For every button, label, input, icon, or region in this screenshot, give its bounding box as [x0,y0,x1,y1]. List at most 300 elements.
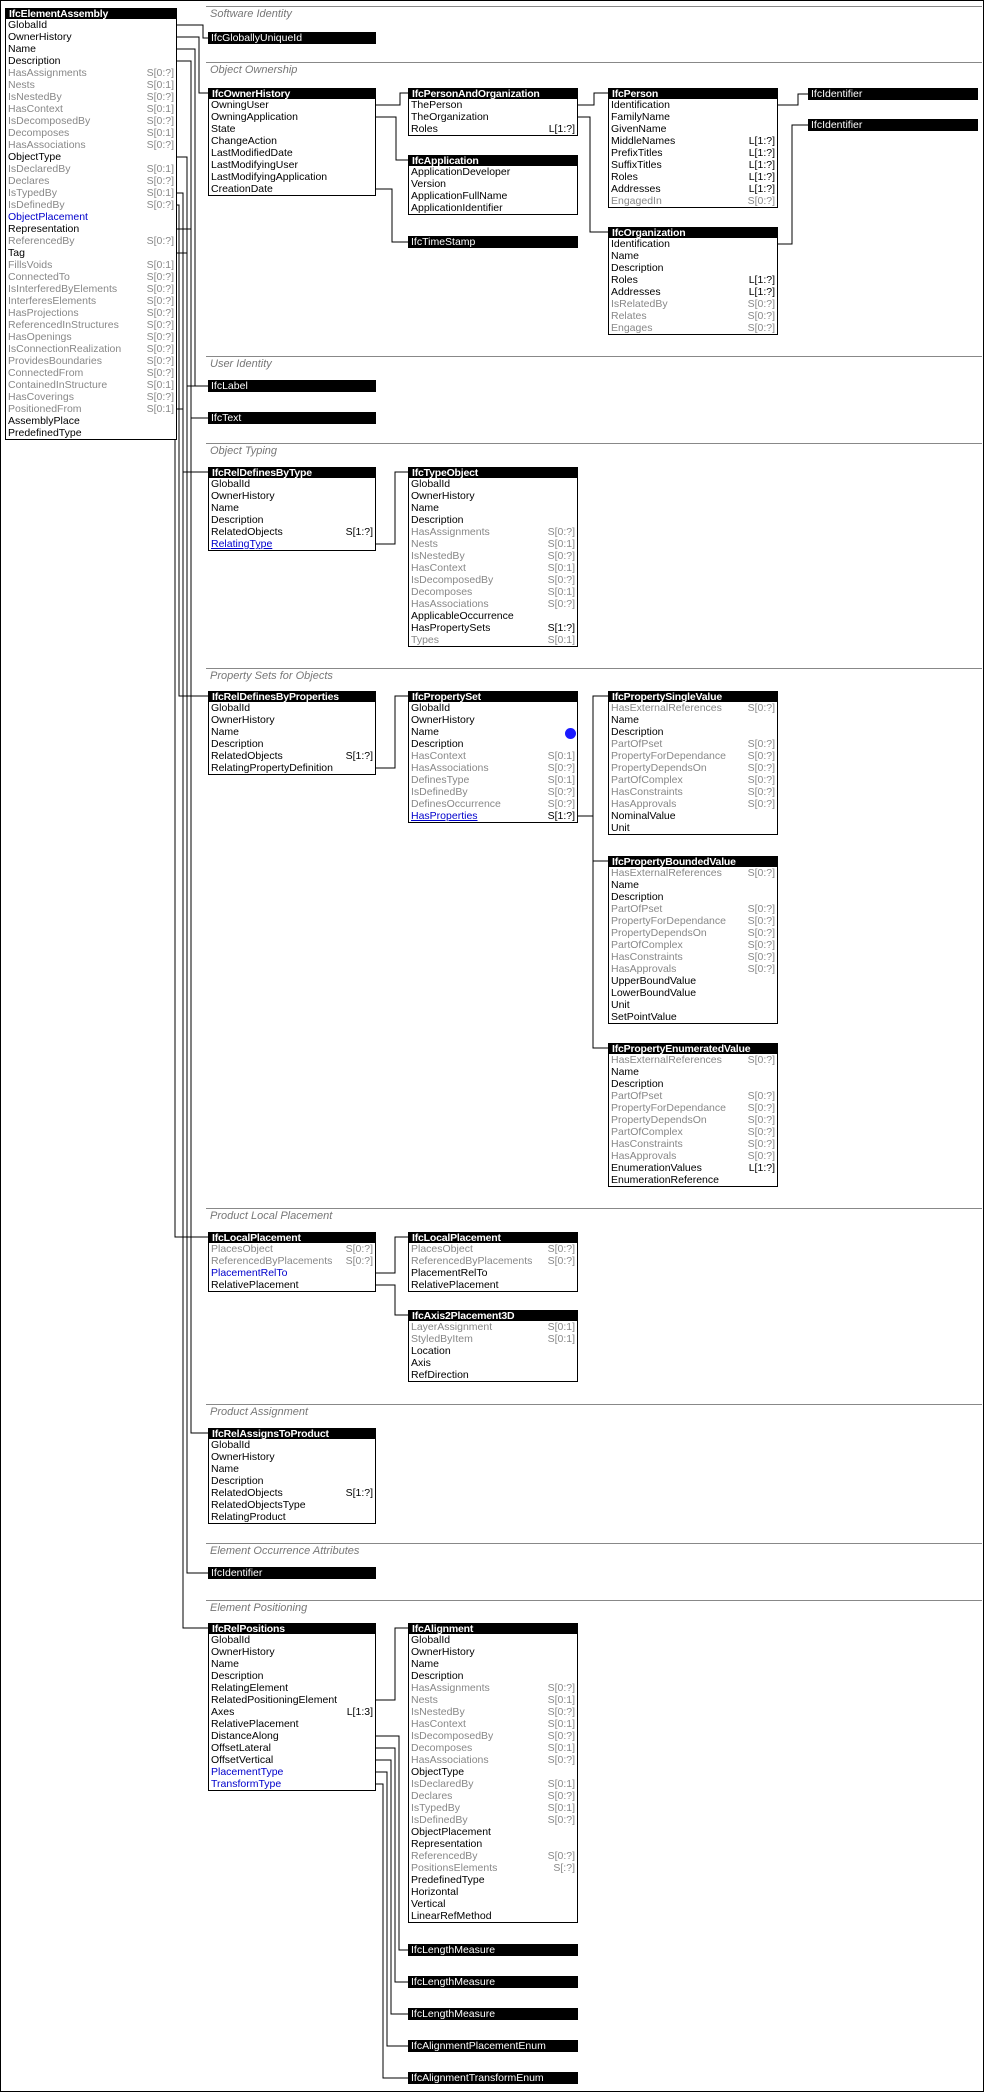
attribute-row[interactable] [609,250,777,262]
type-ifc-text[interactable]: IfcText [208,412,376,424]
attribute-row[interactable] [6,391,176,403]
attribute-row[interactable] [209,171,375,183]
attribute-row[interactable] [409,1670,577,1682]
attribute-row[interactable] [609,939,777,951]
attribute-row[interactable] [409,123,577,135]
attribute-row[interactable] [6,211,176,223]
attribute-row[interactable] [209,1463,375,1475]
attribute-row[interactable] [6,343,176,355]
attribute-row[interactable] [409,538,577,550]
attribute-name: Roles [611,171,638,183]
attribute-row[interactable] [409,1255,577,1267]
attribute-row[interactable] [6,187,176,199]
attribute-row[interactable] [409,1802,577,1814]
attribute-name: Unit [611,822,630,834]
attribute-row[interactable] [609,322,777,334]
attribute-row[interactable] [209,1706,375,1718]
attribute-row[interactable] [409,774,577,786]
attribute-row[interactable] [409,622,577,634]
attribute-row[interactable] [6,331,176,343]
attribute-row[interactable] [209,1499,375,1511]
attribute-row[interactable] [209,1658,375,1670]
attribute-row[interactable] [409,190,577,202]
attribute-row[interactable] [609,1011,777,1023]
attribute-row[interactable] [609,310,777,322]
attribute-row[interactable] [209,183,375,195]
entity-title[interactable]: IfcLocalPlacement [209,1233,375,1243]
attribute-row[interactable] [609,135,777,147]
attribute-cardinality: S[1:?] [547,810,575,822]
attribute-row[interactable] [209,702,375,714]
attribute-row[interactable] [6,403,176,415]
entity-title[interactable]: IfcRelDefinesByProperties [209,692,375,702]
attribute-name: Roles [611,274,638,286]
attribute-row[interactable] [209,1682,375,1694]
attribute-row[interactable] [409,1766,577,1778]
attribute-row[interactable] [6,367,176,379]
attribute-row[interactable] [609,1138,777,1150]
entity-title[interactable]: IfcElementAssembly [6,9,176,19]
entity-title[interactable]: IfcPropertySet [409,692,577,702]
attribute-row[interactable] [609,714,777,726]
attribute-row[interactable] [6,79,176,91]
attribute-row[interactable] [209,1754,375,1766]
type-ifc-globally-unique-id[interactable]: IfcGloballyUniqueId [208,32,376,44]
attribute-name: PartOfComplex [611,939,683,951]
attribute-row[interactable] [409,810,577,822]
attribute-row[interactable] [209,1730,375,1742]
type-ifc-identifier-person[interactable]: IfcIdentifier [808,88,978,100]
attribute-row[interactable] [609,999,777,1011]
attribute-row[interactable] [609,99,777,111]
attribute-row[interactable] [409,738,577,750]
attribute-row[interactable] [609,951,777,963]
attribute-row[interactable] [209,1511,375,1523]
attribute-row[interactable] [409,714,577,726]
attribute-row[interactable] [409,1369,577,1381]
attribute-row[interactable] [409,562,577,574]
attribute-row[interactable] [6,415,176,427]
attribute-row[interactable] [609,1150,777,1162]
attribute-row[interactable] [409,1886,577,1898]
entity-title[interactable]: IfcRelDefinesByType [209,468,375,478]
attribute-name: OwnerHistory [411,490,475,502]
attribute-row[interactable] [6,199,176,211]
attribute-row[interactable] [209,502,375,514]
attribute-row[interactable] [609,891,777,903]
attribute-row[interactable] [409,1279,577,1291]
attribute-row[interactable] [609,867,777,879]
attribute-row[interactable] [409,111,577,123]
attribute-row[interactable] [209,135,375,147]
section-psets [206,668,982,682]
entity-ifc-rel-positions[interactable] [208,1623,376,1791]
attribute-row[interactable] [609,762,777,774]
attribute-cardinality: S[0:?] [747,750,775,762]
entity-title[interactable]: IfcOwnerHistory [209,89,375,99]
attribute-row[interactable] [409,478,577,490]
attribute-row[interactable] [209,147,375,159]
attribute-cardinality: S[0:?] [747,298,775,310]
entity-ifc-local-placement-a[interactable] [208,1232,376,1292]
attribute-cardinality: S[0:?] [747,322,775,334]
attribute-name: LinearRefMethod [411,1910,492,1922]
attribute-row[interactable] [609,286,777,298]
attribute-row[interactable] [409,786,577,798]
attribute-row[interactable] [6,19,176,31]
attribute-row[interactable] [409,1634,577,1646]
attribute-row[interactable] [209,1439,375,1451]
attribute-row[interactable] [409,702,577,714]
attribute-row[interactable] [409,178,577,190]
type-ifc-length-measure2[interactable]: IfcLengthMeasure [408,1976,578,1988]
attribute-row[interactable] [609,171,777,183]
attribute-name: Description [211,1670,264,1682]
connector-line [376,1772,408,2046]
attribute-row[interactable] [409,574,577,586]
entity-title[interactable]: IfcLocalPlacement [409,1233,577,1243]
entity-ifc-owner-history[interactable] [208,88,376,196]
attribute-row[interactable] [409,750,577,762]
attribute-row[interactable] [609,238,777,250]
attribute-row[interactable] [609,750,777,762]
attribute-name: IsConnectionRealization [8,343,122,355]
attribute-row[interactable] [209,1451,375,1463]
attribute-cardinality: S[0:?] [146,295,174,307]
attribute-row[interactable] [6,355,176,367]
attribute-row[interactable] [209,1279,375,1291]
entity-ifc-person-and-organization[interactable] [408,88,578,136]
attribute-row[interactable] [609,111,777,123]
attribute-name: AssemblyPlace [8,415,80,427]
connector-line [578,117,608,232]
attribute-name: Name [211,1463,240,1475]
attribute-row[interactable] [409,490,577,502]
attribute-row[interactable] [609,274,777,286]
attribute-row[interactable] [409,1814,577,1826]
attribute-row[interactable] [609,262,777,274]
attribute-row[interactable] [209,1475,375,1487]
attribute-row[interactable] [409,526,577,538]
attribute-row[interactable] [6,127,176,139]
attribute-name: ObjectPlacement [8,211,88,223]
type-ifc-alignment-transform-enum[interactable]: IfcAlignmentTransformEnum [408,2072,578,2084]
attribute-row[interactable] [209,1646,375,1658]
attribute-row[interactable] [609,1078,777,1090]
attribute-row[interactable] [409,586,577,598]
attribute-name: Description [411,1670,464,1682]
entity-title[interactable]: IfcTypeObject [409,468,577,478]
attribute-row[interactable] [409,1742,577,1754]
entity-ifc-property-single-value[interactable] [608,691,778,835]
entity-title[interactable]: IfcOrganization [609,228,777,238]
attribute-row[interactable] [209,750,375,762]
attribute-row[interactable] [409,1910,577,1922]
attribute-row[interactable] [609,975,777,987]
attribute-row[interactable] [609,1174,777,1186]
section-placement [206,1208,982,1222]
entity-ifc-local-placement-b[interactable] [408,1232,578,1292]
attribute-row[interactable] [209,490,375,502]
attribute-row[interactable] [6,379,176,391]
attribute-name: PositionedFrom [8,403,82,415]
attribute-row[interactable] [409,166,577,178]
type-ifc-identifier-org[interactable]: IfcIdentifier [808,119,978,131]
entity-title[interactable]: IfcRelPositions [209,1624,375,1634]
attribute-row[interactable] [209,526,375,538]
type-ifc-alignment-placement-enum[interactable]: IfcAlignmentPlacementEnum [408,2040,578,2052]
attribute-row[interactable] [409,1826,577,1838]
type-ifc-length-measure3[interactable]: IfcLengthMeasure [408,2008,578,2020]
attribute-row[interactable] [609,963,777,975]
attribute-row[interactable] [609,786,777,798]
attribute-row[interactable] [6,103,176,115]
attribute-row[interactable] [209,714,375,726]
attribute-row[interactable] [209,1742,375,1754]
attribute-row[interactable] [6,31,176,43]
attribute-row[interactable] [6,223,176,235]
attribute-name: HasContext [411,562,466,574]
attribute-row[interactable] [6,55,176,67]
attribute-name: IsRelatedBy [611,298,668,310]
section-title: Product Local Placement [210,1210,333,1222]
attribute-row[interactable] [209,1718,375,1730]
attribute-row[interactable] [6,115,176,127]
attribute-row[interactable] [409,598,577,610]
attribute-row[interactable] [609,159,777,171]
attribute-row[interactable] [409,1850,577,1862]
attribute-row[interactable] [609,927,777,939]
entity-ifc-application[interactable] [408,155,578,215]
attribute-row[interactable] [609,1114,777,1126]
attribute-name: RelatingProduct [211,1511,286,1523]
attribute-name: ObjectType [8,151,62,163]
attribute-row[interactable] [609,1090,777,1102]
entity-ifc-rel-defines-by-properties[interactable] [208,691,376,775]
attribute-row[interactable] [409,502,577,514]
attribute-row[interactable] [609,147,777,159]
attribute-row[interactable] [409,202,577,214]
attribute-name: OwnerHistory [211,1646,275,1658]
entity-title[interactable]: IfcPropertyBoundedValue [609,857,777,867]
attribute-row[interactable] [409,634,577,646]
attribute-row[interactable] [609,879,777,891]
attribute-row[interactable] [409,610,577,622]
attribute-row[interactable] [6,271,176,283]
attribute-row[interactable] [609,738,777,750]
attribute-name: HasContext [8,103,63,115]
attribute-name: GlobalId [211,1634,251,1646]
attribute-row[interactable] [609,1126,777,1138]
attribute-row[interactable] [409,1243,577,1255]
attribute-row[interactable] [409,1778,577,1790]
entity-title[interactable]: IfcPropertySingleValue [609,692,777,702]
connector-line [778,94,808,105]
attribute-row[interactable] [6,247,176,259]
attribute-row[interactable] [209,159,375,171]
attribute-name: HasPropertySets [411,622,491,634]
entity-ifc-property-bounded-value[interactable] [608,856,778,1024]
attribute-row[interactable] [6,151,176,163]
entity-title[interactable]: IfcAlignment [409,1624,577,1634]
connector-line [376,1760,408,2014]
attribute-row[interactable] [409,1718,577,1730]
attribute-row[interactable] [6,283,176,295]
attribute-name: HasAssociations [411,1754,489,1766]
attribute-row[interactable] [409,1694,577,1706]
attribute-row[interactable] [609,987,777,999]
type-ifc-length-measure1[interactable]: IfcLengthMeasure [408,1944,578,1956]
attribute-row[interactable] [609,798,777,810]
entity-ifc-rel-assigns-to-product[interactable] [208,1428,376,1524]
attribute-row[interactable] [609,1102,777,1114]
attribute-row[interactable] [6,235,176,247]
selection-marker[interactable] [565,728,576,739]
attribute-row[interactable] [409,1754,577,1766]
entity-title[interactable]: IfcPersonAndOrganization [409,89,577,99]
attribute-name: HasApprovals [611,963,677,975]
attribute-row[interactable] [409,1730,577,1742]
attribute-name: LastModifyingUser [211,159,298,171]
entity-ifc-organization[interactable] [608,227,778,335]
attribute-row[interactable] [209,538,375,550]
attribute-row[interactable] [409,1658,577,1670]
attribute-name: OwnerHistory [211,1451,275,1463]
attribute-row[interactable] [409,1790,577,1802]
attribute-row[interactable] [609,915,777,927]
attribute-cardinality: S[0:1] [547,750,575,762]
entity-ifc-rel-defines-by-type[interactable] [208,467,376,551]
attribute-row[interactable] [6,163,176,175]
attribute-row[interactable] [6,139,176,151]
attribute-name: EnumerationValues [611,1162,702,1174]
attribute-row[interactable] [6,91,176,103]
attribute-row[interactable] [409,1862,577,1874]
entity-title[interactable]: IfcPerson [609,89,777,99]
entity-ifc-axis2-placement3-d[interactable] [408,1310,578,1382]
attribute-row[interactable] [409,1706,577,1718]
attribute-row[interactable] [609,903,777,915]
attribute-row[interactable] [209,726,375,738]
attribute-row[interactable] [6,259,176,271]
entity-title[interactable]: IfcRelAssignsToProduct [209,1429,375,1439]
attribute-row[interactable] [6,427,176,439]
type-ifc-identifier-tag[interactable]: IfcIdentifier [208,1567,376,1579]
attribute-row[interactable] [609,774,777,786]
entity-ifc-property-enumerated-value[interactable] [608,1043,778,1187]
entity-ifc-element-assembly[interactable] [5,8,177,440]
attribute-row[interactable] [409,99,577,111]
section-assign [206,1404,982,1418]
attribute-row[interactable] [609,298,777,310]
attribute-name: Identification [611,238,670,250]
type-ifc-label[interactable]: IfcLabel [208,380,376,392]
attribute-name: MiddleNames [611,135,676,147]
attribute-row[interactable] [609,702,777,714]
attribute-row[interactable] [209,1487,375,1499]
attribute-cardinality: S[0:?] [747,195,775,207]
attribute-row[interactable] [409,1333,577,1345]
attribute-row[interactable] [409,1357,577,1369]
type-ifc-time-stamp[interactable]: IfcTimeStamp [408,236,578,248]
entity-ifc-person[interactable] [608,88,778,208]
attribute-row[interactable] [609,1162,777,1174]
attribute-name: RelatedObjectsType [211,1499,306,1511]
attribute-row[interactable] [409,762,577,774]
attribute-row[interactable] [409,1838,577,1850]
attribute-row[interactable] [409,1646,577,1658]
attribute-name: Horizontal [411,1886,459,1898]
attribute-row[interactable] [209,1243,375,1255]
attribute-row[interactable] [409,1321,577,1333]
attribute-row[interactable] [6,175,176,187]
attribute-row[interactable] [209,738,375,750]
attribute-row[interactable] [409,1898,577,1910]
entity-title[interactable]: IfcApplication [409,156,577,166]
attribute-row[interactable] [6,295,176,307]
entity-ifc-alignment[interactable] [408,1623,578,1923]
attribute-row[interactable] [409,1345,577,1357]
attribute-row[interactable] [409,1682,577,1694]
attribute-row[interactable] [609,123,777,135]
entity-ifc-type-object[interactable] [408,467,578,647]
attribute-row[interactable] [6,319,176,331]
attribute-name: HasExternalReferences [611,702,722,714]
attribute-row[interactable] [209,1778,375,1790]
entity-title[interactable]: IfcPropertyEnumeratedValue [609,1044,777,1054]
attribute-cardinality: S[0:1] [146,403,174,415]
attribute-cardinality: L[1:?] [748,147,775,159]
attribute-row[interactable] [409,798,577,810]
attribute-row[interactable] [209,1766,375,1778]
attribute-row[interactable] [209,514,375,526]
attribute-row[interactable] [209,1634,375,1646]
attribute-row[interactable] [409,514,577,526]
attribute-row[interactable] [209,111,375,123]
attribute-row[interactable] [409,1874,577,1886]
attribute-row[interactable] [209,99,375,111]
attribute-row[interactable] [609,1054,777,1066]
attribute-row[interactable] [209,762,375,774]
attribute-name: Name [211,726,240,738]
attribute-row[interactable] [6,67,176,79]
entity-ifc-property-set[interactable] [408,691,578,823]
attribute-row[interactable] [609,726,777,738]
attribute-row[interactable] [209,1255,375,1267]
attribute-row[interactable] [209,123,375,135]
attribute-row[interactable] [409,550,577,562]
attribute-row[interactable] [209,1267,375,1279]
attribute-name: HasProjections [8,307,79,319]
attribute-row[interactable] [609,195,777,207]
attribute-row[interactable] [6,307,176,319]
attribute-row[interactable] [409,726,577,738]
attribute-name: HasAssociations [411,762,489,774]
attribute-name: PlacesObject [411,1243,473,1255]
attribute-row[interactable] [609,183,777,195]
attribute-row[interactable] [609,822,777,834]
attribute-row[interactable] [209,1694,375,1706]
attribute-row[interactable] [609,1066,777,1078]
attribute-row[interactable] [409,1267,577,1279]
attribute-row[interactable] [609,810,777,822]
attribute-row[interactable] [6,43,176,55]
attribute-name: Description [8,55,61,67]
attribute-row[interactable] [209,1670,375,1682]
attribute-row[interactable] [209,478,375,490]
attribute-cardinality: S[0:1] [547,1333,575,1345]
entity-title[interactable]: IfcAxis2Placement3D [409,1311,577,1321]
